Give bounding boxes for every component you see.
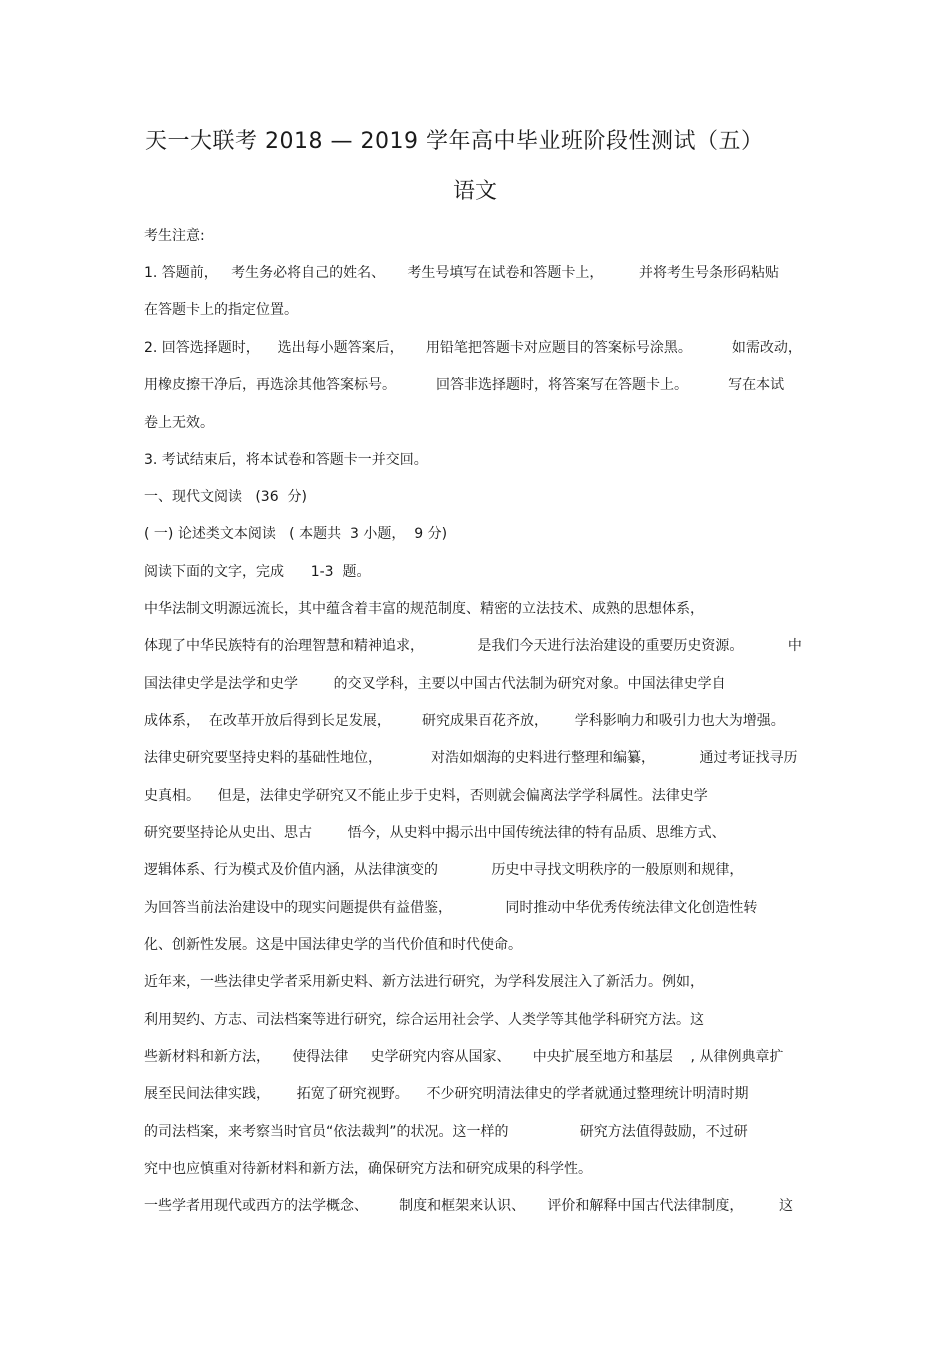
passage-line: 化、创新性发展。这是中国法律史学的当代价值和时代使命。 [144,937,522,953]
passage-line: 史真相。 但是，法律史学研究又不能止步于史料，否则就会偏离法学学科属性。法律史学 [144,788,708,804]
section-heading: 一、现代文阅读 (36 分) [144,489,307,505]
notice-line: 3. 考试结束后，将本试卷和答题卡一并交回。 [144,452,428,468]
exam-title: 天一大联考 2018 — 2019 学年高中毕业班阶段性测试（五） [145,129,764,154]
passage-line: 些新材料和新方法， 使得法律 史学研究内容从国家、 中央扩展至地方和基层 , 从律例典章扩 [144,1049,784,1065]
passage-line: 成体系， 在改革开放后得到长足发展， 研究成果百花齐放， 学科影响力和吸引力也大为增强。 [144,713,785,729]
passage-line: 的司法档案，来考察当时官员“依法裁判”的状况。这一样的 研究方法值得鼓励，不过研 [144,1124,748,1140]
passage-line: 近年来，一些法律史学者采用新史料、新方法进行研究，为学科发展注入了新活力。例如， [144,974,704,990]
section-subheading: ( 一) 论述类文本阅读 ( 本题共 3 小题， 9 分) [144,526,448,542]
passage-line: 逻辑体系、行为模式及价值内涵，从法律演变的 历史中寻找文明秩序的一般原则和规律， [144,862,744,878]
subject-title: 语文 [452,179,497,204]
notice-line: 用橡皮擦干净后，再选涂其他答案标号。 回答非选择题时，将答案写在答题卡上。 写在本试 [144,377,785,393]
passage-line: 究中也应慎重对待新材料和新方法，确保研究方法和研究成果的科学性。 [144,1161,592,1177]
passage-line: 为回答当前法治建设中的现实问题提供有益借鉴， 同时推动中华优秀传统法律文化创造性转 [144,900,758,916]
passage-line: 国法律史学是法学和史学 的交叉学科，主要以中国古代法制为研究对象。中国法律史学自 [144,676,726,692]
reading-instruction: 阅读下面的文字，完成 1-3 题。 [144,564,371,580]
passage-line: 展至民间法律实践， 拓宽了研究视野。 不少研究明清法律史的学者就通过整理统计明清时期 [144,1086,749,1102]
notice-line: 卷上无效。 [144,415,214,431]
passage-line: 体现了中华民族特有的治理智慧和精神追求， 是我们今天进行法治建设的重要历史资源。 中 [144,638,802,654]
passage-line: 研究要坚持论从史出、思古 悟今，从史料中揭示出中国传统法律的特有品质、思维方式、 [144,825,726,841]
passage-line: 中华法制文明源远流长，其中蕴含着丰富的规范制度、精密的立法技术、成熟的思想体系， [144,601,704,617]
notice-line: 在答题卡上的指定位置。 [144,302,298,318]
passage-line: 利用契约、方志、司法档案等进行研究，综合运用社会学、人类学等其他学科研究方法。这 [144,1012,704,1028]
notice-heading: 考生注意: [144,228,205,244]
passage-line: 法律史研究要坚持史料的基础性地位， 对浩如烟海的史料进行整理和编纂， 通过考证找寻历 [144,750,798,766]
notice-line: 2. 回答选择题时， 选出每小题答案后， 用铅笔把答题卡对应题目的答案标号涂黑。 如需改动， [144,340,802,356]
passage-line: 一些学者用现代或西方的法学概念、 制度和框架来认识、 评价和解释中国古代法律制度， 这 [144,1198,794,1214]
notice-line: 1. 答题前， 考生务必将自己的姓名、 考生号填写在试卷和答题卡上， 并将考生号条形码粘贴 [144,265,780,281]
